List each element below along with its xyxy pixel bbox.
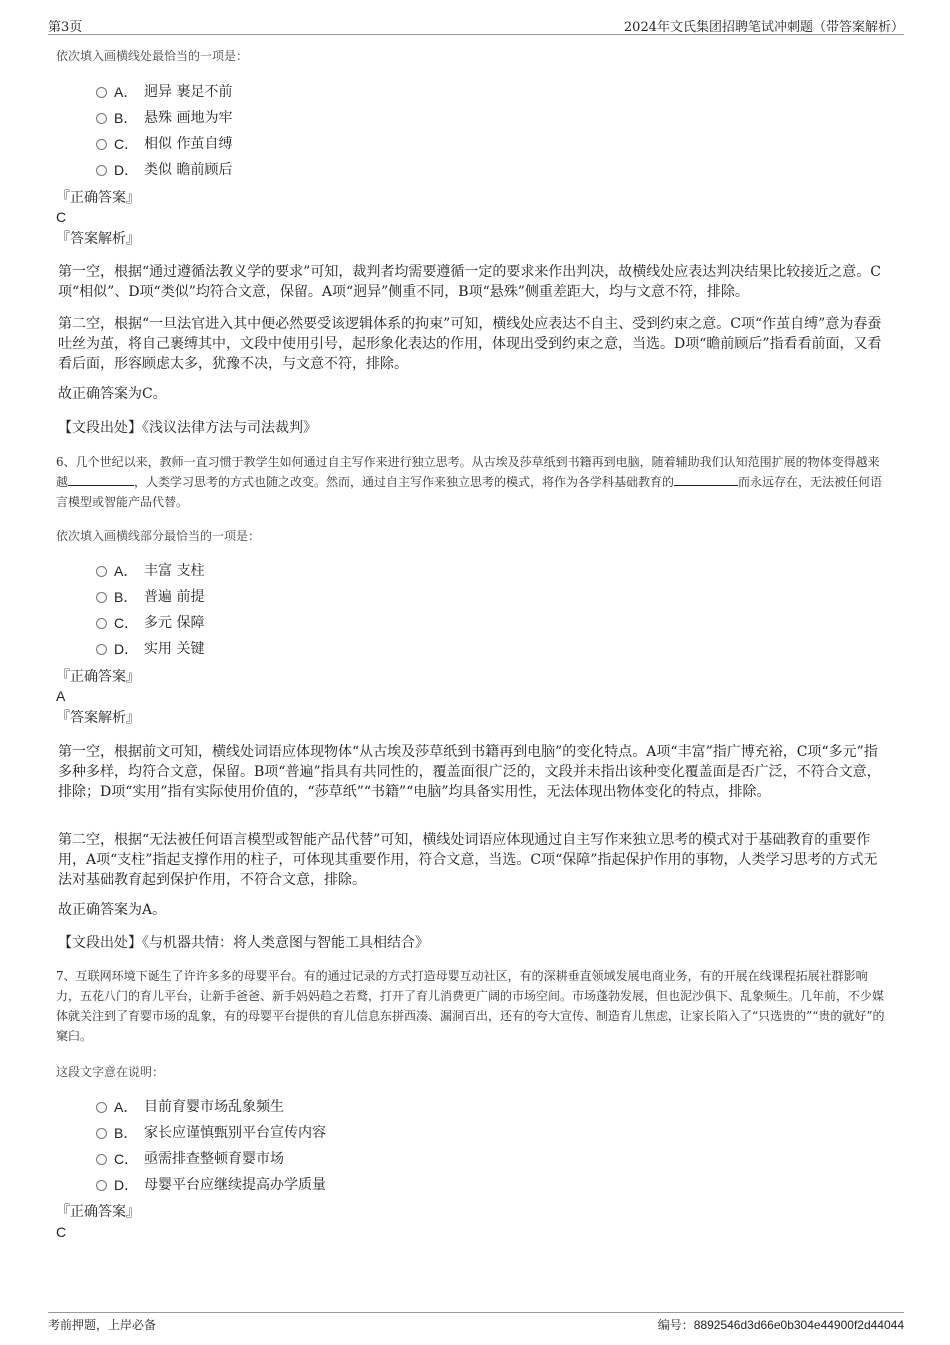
q5-answer-label: 『正确答案』 <box>56 190 140 206</box>
radio-icon[interactable] <box>96 592 107 603</box>
q6-analysis-label: 『答案解析』 <box>56 710 140 726</box>
page-number: 第3页 <box>48 20 83 35</box>
radio-icon[interactable] <box>96 87 107 98</box>
radio-icon[interactable] <box>96 566 107 577</box>
radio-icon[interactable] <box>96 1154 107 1165</box>
q5-source: 【文段出处】《浅议法律方法与司法裁判》 <box>58 420 317 436</box>
radio-icon[interactable] <box>96 113 107 124</box>
q7-answer-label: 『正确答案』 <box>56 1204 140 1220</box>
answer-blank <box>68 473 134 486</box>
q5-conclusion: 故正确答案为C。 <box>58 386 167 402</box>
q6-answer-label: 『正确答案』 <box>56 669 140 685</box>
radio-icon[interactable] <box>96 139 107 150</box>
radio-icon[interactable] <box>96 1102 107 1113</box>
answer-blank <box>674 473 738 486</box>
q6-analysis-para-2: 第二空，根据“无法被任何语言模型或智能产品代替”可知，横线处词语应体现通过自主写作来独立思考的模式对于基础教育的重要作用，A项“支柱”指起支撑作用的柱子，可体现其重要作用，符合文意，当选。C项“保障”指起保护作用的事物，人类学习思考的方式无法对基础教育起到保护作用，不符合文意，排除。 <box>58 832 878 888</box>
q5-prompt: 依次填入画横线处最恰当的一项是： <box>56 49 249 63</box>
q6-conclusion: 故正确答案为A。 <box>58 902 167 918</box>
q6-analysis-para-1: 第一空，根据前文可知，横线处词语应体现物体“从古埃及莎草纸到书籍再到电脑”的变化特点。A项“丰富”指广博充裕，C项“多元”指多种多样，均符合文意，保留。B项“普遍”指具有共同性的，覆盖面很广泛的，文段并未指出该种变化覆盖面是否广泛，不符合文意，排除；D项“实用”指有实际使用价值的，“莎草纸”“书籍”“电脑”均具备实用性，无法体现出物体变化的特点，排除。 <box>58 744 881 800</box>
q6-source: 【文段出处】《与机器共情：将人类意图与智能工具相结合》 <box>58 935 429 951</box>
q6-answer: A <box>56 688 66 704</box>
q5-answer: C <box>56 209 67 225</box>
radio-icon[interactable] <box>96 644 107 655</box>
radio-icon[interactable] <box>96 1180 107 1191</box>
document-title: 2024年文氏集团招聘笔试冲刺题（带答案解析） <box>623 20 904 35</box>
q7-stem: 7、互联网环境下诞生了许许多多的母婴平台。有的通过记录的方式打造母婴互动社区，有的深耕垂直领域发展电商业务，有的开展在线课程拓展社群影响力，五花八门的育儿平台，让新手爸爸、新手妈妈趋之若鹜，打开了育儿消费更广阔的市场空间。市场蓬勃发展，但也泥沙俱下、乱象频生。几年前，不少媒体就关注到了育婴市场的乱象，有的母婴平台提供的育儿信息东拼西凑、漏洞百出，还有的夸大宣传、制造育儿焦虑，让家长陷入了“只选贵的”“贵的就好”的窠臼。 <box>56 969 885 1043</box>
page-footer <box>48 1312 904 1335</box>
q7-prompt: 这段文字意在说明： <box>56 1065 165 1079</box>
q7-answer: C <box>56 1224 67 1240</box>
page-header <box>48 14 904 35</box>
q5-analysis-para-1: 第一空，根据“通过遵循法教义学的要求”可知，裁判者均需要遵循一定的要求来作出判决，故横线处应表达判决结果比较接近之意。C项“相似”、D项“类似”均符合文意，保留。A项“迥异”侧重不同，B项“悬殊”侧重差距大，均与文意不符，排除。 <box>58 264 882 300</box>
radio-icon[interactable] <box>96 618 107 629</box>
q6-stem: 6、几个世纪以来，教师一直习惯于教学生如何通过自主写作来进行独立思考。从古埃及莎草纸到书籍再到电脑，随着辅助我们认知范围扩展的物体变得越来越 ，人类学习思考的方式也随之改变。然而，通过自主写作来独立思考的模式，将作为各学科基础教育的 而永远存在，无法被任何语言模型或智能产品代替。 <box>56 455 883 509</box>
radio-icon[interactable] <box>96 1128 107 1139</box>
document-id: 编号：8892546d3d66e0b304e44900f2d44044 <box>657 1318 904 1332</box>
footer-slogan: 考前押题，上岸必备 <box>48 1318 157 1332</box>
radio-icon[interactable] <box>96 165 107 176</box>
q5-analysis-para-2: 第二空，根据“一旦法官进入其中便必然要受该逻辑体系的拘束”可知，横线处应表达不自主、受到约束之意。C项“作茧自缚”意为春蚕吐丝为茧，将自己裹缚其中，文段中使用引号，起形象化表达的作用，体现出受到约束之意，当选。D项“瞻前顾后”指看看前面，又看看后面，形容顾虑太多，犹豫不决，与文意不符，排除。 <box>58 316 882 372</box>
q6-prompt: 依次填入画横线部分最恰当的一项是： <box>56 529 261 543</box>
q5-analysis-label: 『答案解析』 <box>56 231 140 247</box>
